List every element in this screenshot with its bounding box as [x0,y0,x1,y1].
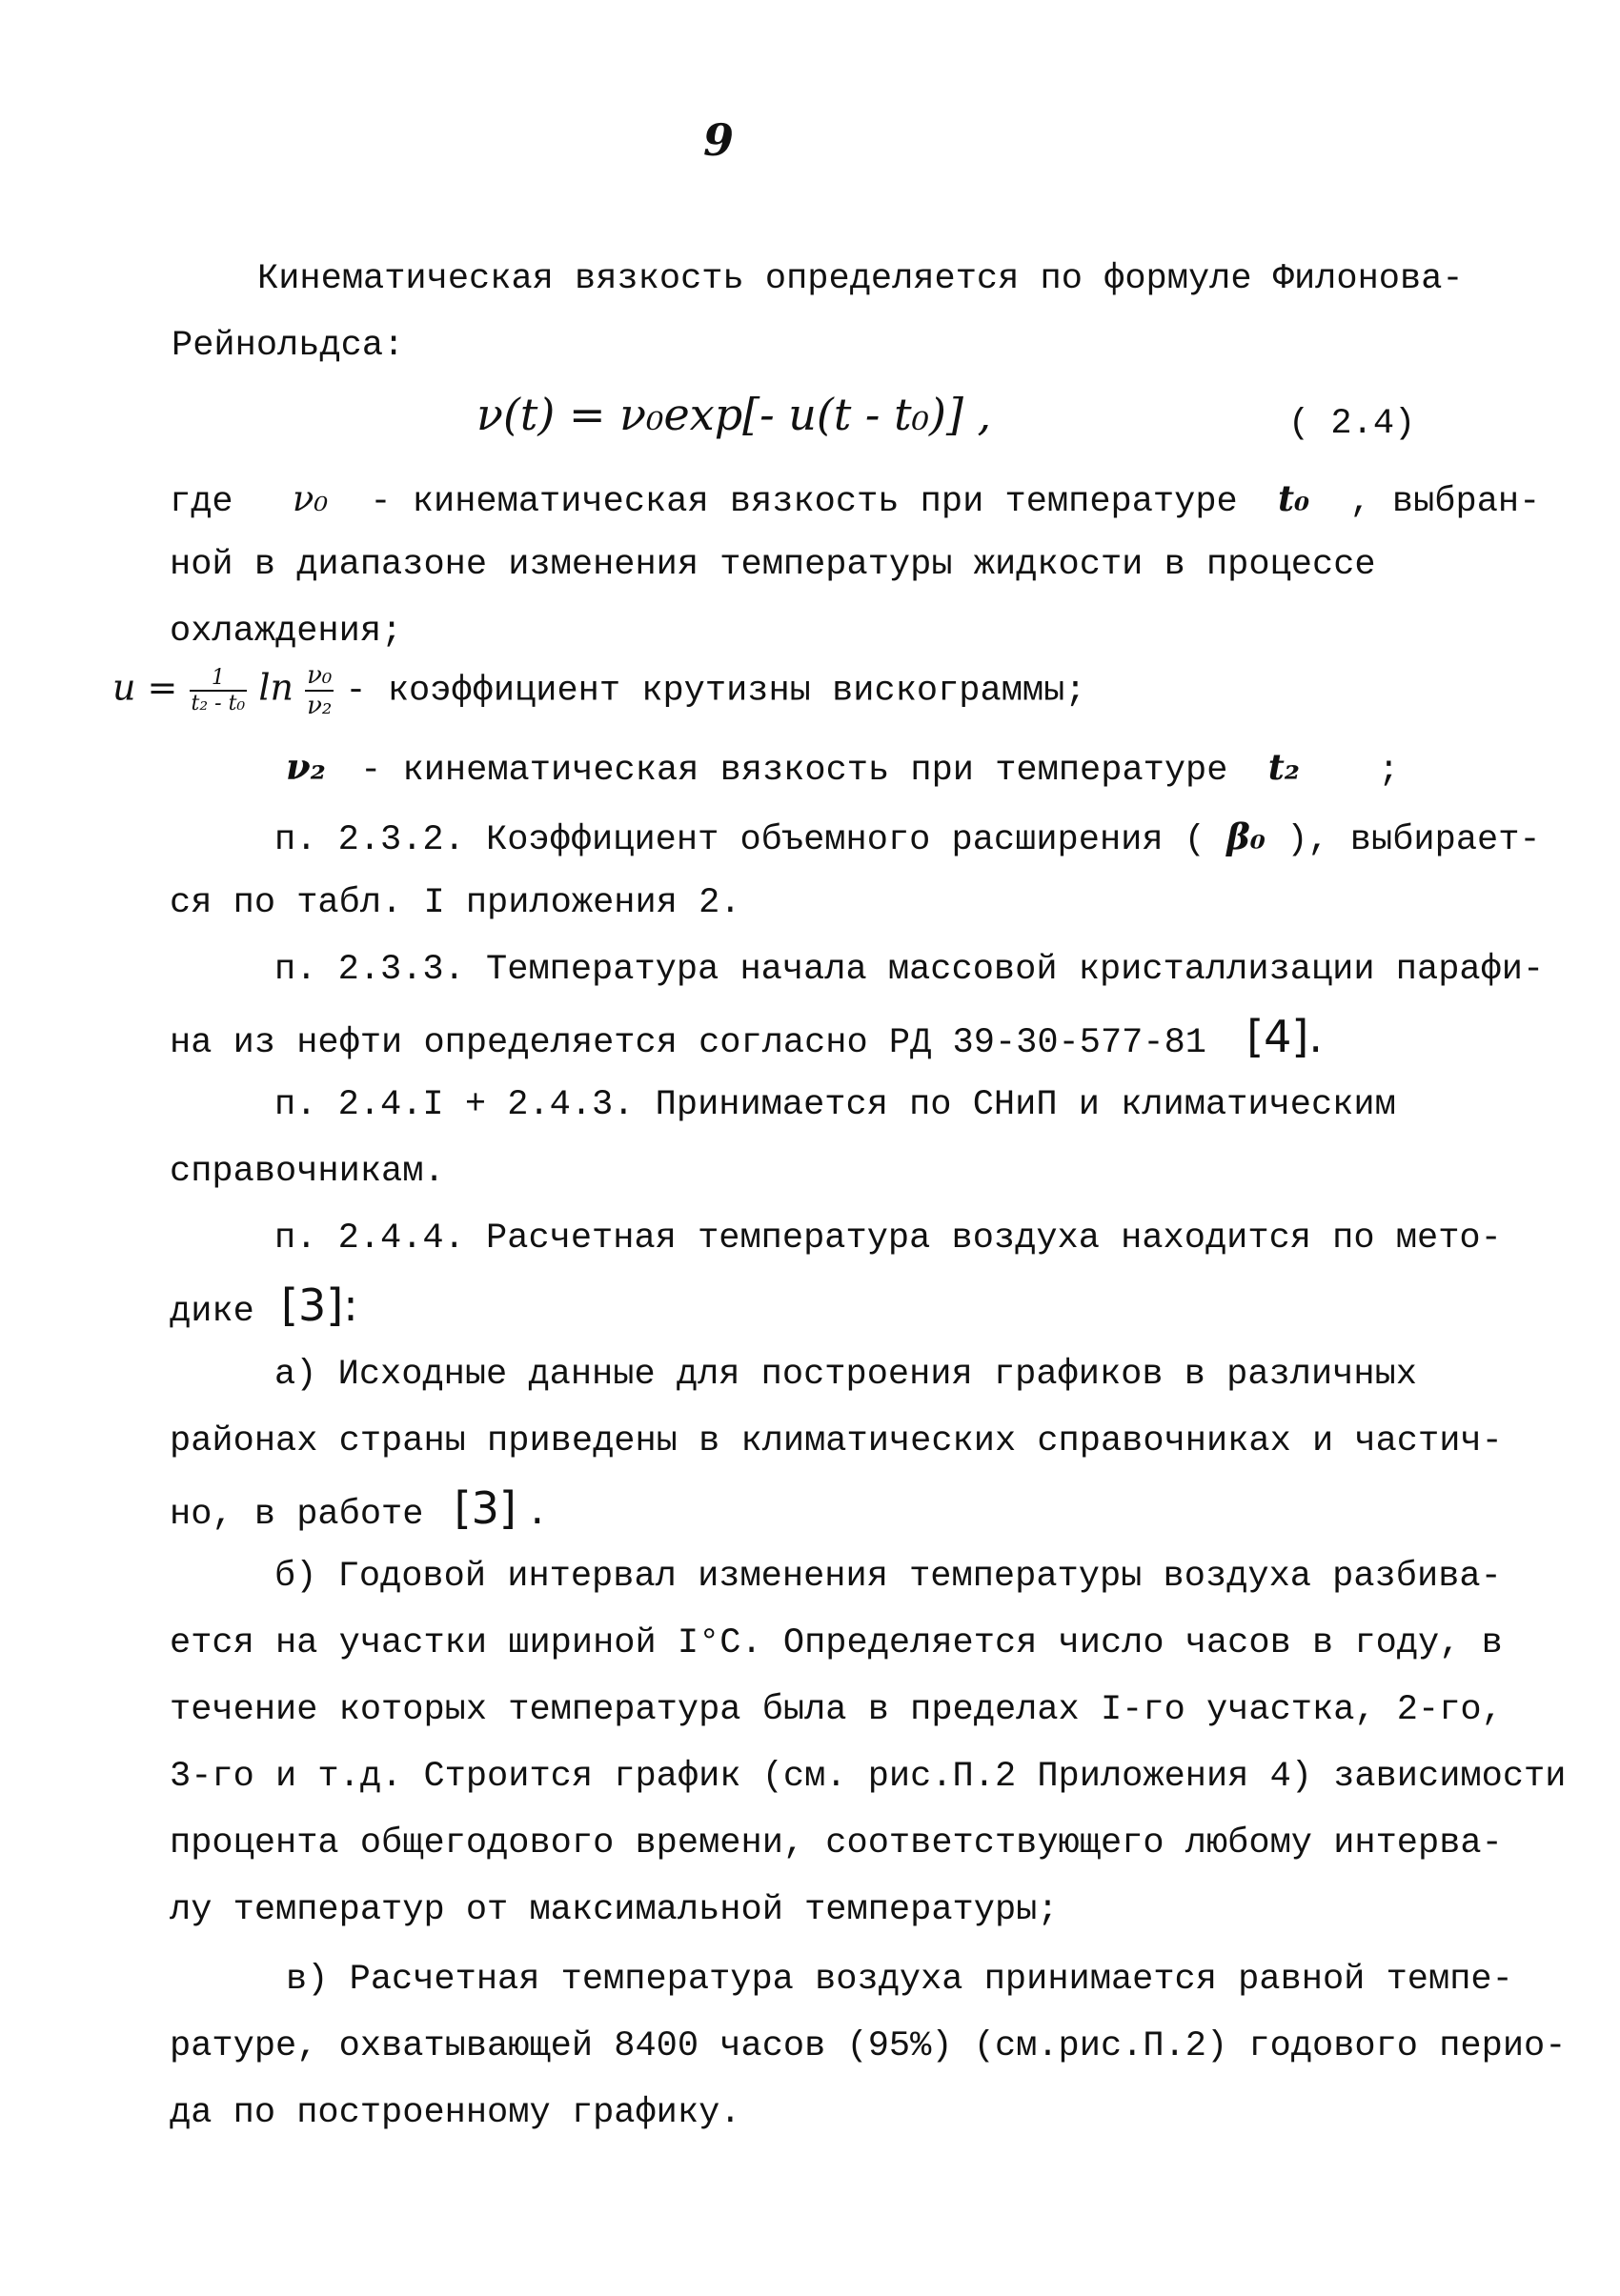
formula-2-4: ν(t) = ν₀exp[- u(t - t₀)] , [476,389,992,440]
text-line-22: течение которых температура была в пределах I-го участка, 2-го, [170,1690,1503,1730]
reference-4: [4]. [1246,1011,1323,1062]
u-fraction-numerator: 1 [190,666,248,692]
nu2-symbol: ν₂ [286,746,326,788]
line9-end: ), выбирает- [1286,820,1541,860]
u-fraction-denominator: t₂ - t₀ [191,692,246,715]
text-line-1: Кинематическая вязкость определяется по формуле Филонова- [257,259,1464,299]
text-line-23: 3-го и т.д. Строится график (см. рис.П.2 Приложения 4) зависимости [170,1757,1567,1797]
reference-3a: [3]: [281,1279,358,1331]
text-line-11: п. 2.3.3. Температура начала массовой кристаллизации парафи- [274,950,1545,990]
text-line-5: ной в диапазоне изменения температуры жидкости в процессе [170,545,1376,585]
text-line-6: охлаждения; [170,612,403,652]
text-line-8 [286,745,1399,793]
text-line-20: б) Годовой интервал изменения температуры воздуха разбива- [274,1557,1502,1597]
u-fraction [190,666,248,715]
text-line-21: ется на участки шириной I°C. Определяется число часов в году, в [170,1623,1503,1663]
text-line-14: справочникам. [170,1152,445,1192]
equation-number: ( 2.4) [1288,404,1416,444]
text-line-19 [170,1482,545,1537]
text-line-17: а) Исходные данные для построения графиков в различных [274,1355,1417,1395]
nu-ratio [305,661,334,720]
clause-2-3-2: п. 2.3.2. Коэффициент объемного расширения ( [274,820,1205,860]
nu-ratio-denominator: ν₂ [307,692,333,720]
nu0-desc: - кинематическая вязкость при температуре [370,482,1238,522]
rd-reference-text: на из нефти определяется согласно РД 39-30-577-81 [170,1023,1206,1063]
u-lhs: u = [112,666,178,709]
text-line-27: ратуре, охватывающей 8400 часов (95%) (см.рис.П.2) годового перио- [170,2026,1567,2066]
text-line-12 [170,1011,1323,1065]
method-word: дике [170,1292,254,1332]
text-line-28: да по построенному графику. [170,2093,741,2133]
text-line-9 [274,815,1541,862]
in-work-text: но, в работе [170,1495,424,1535]
t0-symbol: t₀ [1277,477,1310,519]
nu2-desc: - кинематическая вязкость при температуре [360,751,1228,791]
text-line-15: п. 2.4.4. Расчетная температура воздуха находится по мето- [274,1218,1502,1259]
line8-end: ; [1378,751,1400,791]
line4-end: , выбран- [1349,482,1541,522]
text-line-25: лу температур от максимальной температуры; [170,1890,1059,1930]
nu0-symbol: ν₀ [292,478,329,519]
where-word: где [170,482,233,522]
reference-3b: [3] . [454,1482,545,1534]
u-definition [112,661,1086,720]
text-line-26: в) Расчетная температура воздуха принимается равной темпе- [286,1960,1513,2000]
beta-symbol: β₀ [1226,816,1266,857]
text-line-24: процента общегодового времени, соответствующего любому интерва- [170,1823,1503,1863]
text-line-10: ся по табл. I приложения 2. [170,883,741,923]
u-desc: - коэффициент крутизны вискограммы; [345,671,1086,712]
t2-symbol: t₂ [1267,746,1300,788]
text-line-13: п. 2.4.I + 2.4.3. Принимается по СНиП и климатическим [274,1085,1396,1125]
text-line-16 [170,1279,358,1334]
nu-ratio-numerator: ν₀ [307,661,333,690]
text-line-2: Рейнольдса: [172,326,405,366]
text-line-18: районах страны приведены в климатических справочниках и частич- [170,1421,1503,1461]
ln-symbol: ln [258,666,294,709]
page-number: 9 [703,114,735,166]
text-line-4 [170,476,1540,524]
